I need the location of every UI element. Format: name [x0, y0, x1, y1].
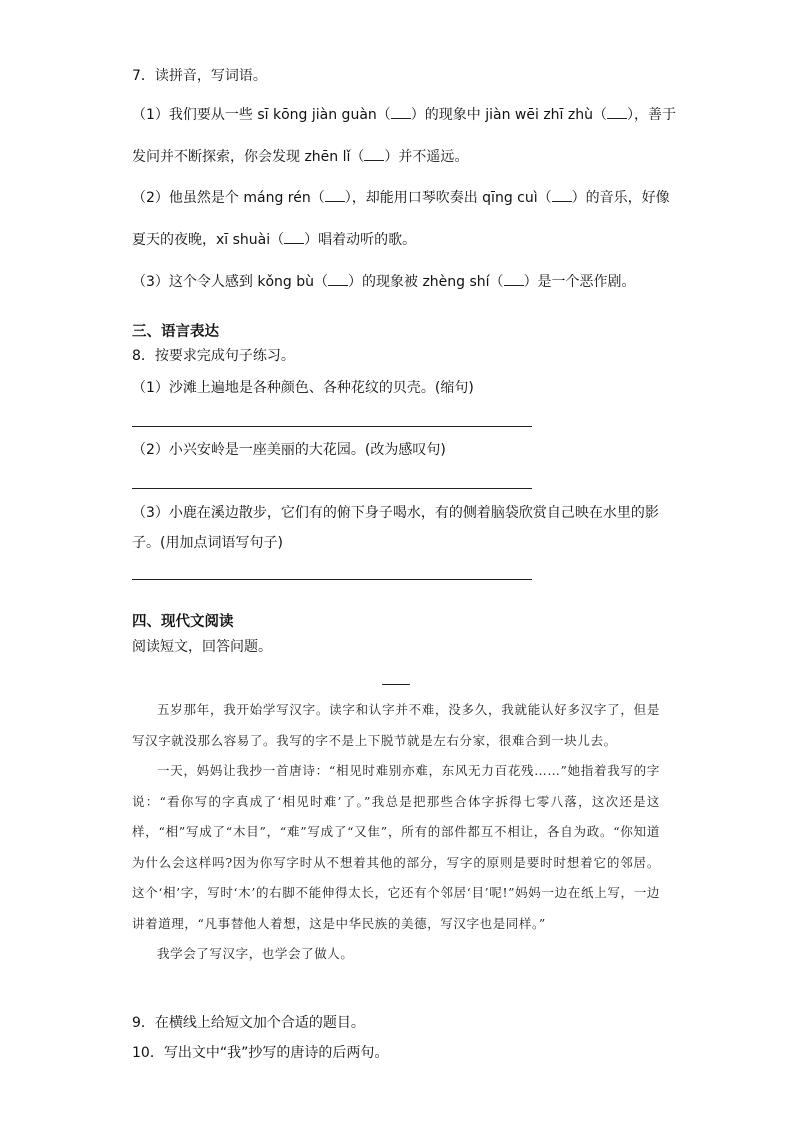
question-8-sentence-3a: （3）小鹿在溪边散步，它们有的俯下身子喝水，有的侧着脑袋欣赏自己映在水里的影: [132, 505, 659, 521]
answer-line-2[interactable]: [132, 488, 532, 489]
q7-line4-text-b: ）唱着动听的歌。: [304, 232, 417, 248]
q7-line1-text-b: ）的现象中 jiàn wēi zhī zhù（: [410, 107, 607, 123]
question-7-title: 7．读拼音，写词语。: [132, 68, 267, 84]
q7-line3-text-c: ）的音乐，好像: [571, 190, 670, 206]
q7-line1-text-c: ），善于: [626, 107, 676, 123]
reading-instruction: 阅读短文，回答问题。: [132, 639, 272, 655]
question-8-sentence-3b: 子。(用加点词语写句子): [132, 535, 283, 551]
passage-paragraph-3: 我学会了写汉字，也学会了做人。: [157, 946, 354, 961]
q7-line5-text-c: ）是一个恶作剧。: [523, 274, 636, 290]
passage-paragraph-2: 一天，妈妈让我抄一首唐诗：“相见时难别亦难，东风无力百花残……”她指着我写的字说：“看你写的字真成了‘相见时难’了。”我总是把那些合体字拆得七零八落，这次还是这样，“相”写成了“木目”，“难”写成了“又隹”，所有的部件都互不相让，各自为政。“你知道为什么会这样吗?因为你写字时从不想着其他的部分，写字的原则是要时时想着它的邻居。这个‘相’字，写时‘木’的右脚不能伸得太长，它还有个邻居‘目’呢!”妈妈一边在纸上写，一边讲着道理，“凡事替他人着想，这是中华民族的美德，写汉字也是同样。”: [132, 763, 660, 931]
q7-line2-text-b: ）并不遥远。: [384, 149, 469, 165]
answer-blank[interactable]: [552, 187, 572, 202]
question-7-line-5: [132, 271, 636, 292]
q7-line4-text-a: 夏天的夜晚，xī shuài（: [132, 232, 285, 248]
answer-blank[interactable]: [328, 271, 348, 286]
q7-line1-text-a: （1）我们要从一些 sī kōng jiàn guàn（: [132, 107, 391, 123]
q7-line5-text-b: ）的现象被 zhèng shí（: [348, 274, 504, 290]
question-8-title: 8．按要求完成句子练习。: [132, 348, 295, 364]
answer-blank[interactable]: [325, 187, 345, 202]
answer-blank[interactable]: [391, 104, 411, 119]
answer-blank[interactable]: [284, 229, 304, 244]
question-10: 10．写出文中“我”抄写的唐诗的后两句。: [132, 1045, 389, 1061]
question-7-line-1: [132, 104, 676, 125]
question-7-line-3: [132, 187, 670, 208]
section-3-heading: 三、语言表达: [132, 324, 219, 340]
q7-line2-text-a: 发问并不断探索，你会发现 zhēn lǐ（: [132, 149, 365, 165]
section-4-heading: 四、现代文阅读: [132, 614, 234, 630]
q7-line5-text-a: （3）这个令人感到 kǒng bù（: [132, 274, 328, 290]
answer-blank[interactable]: [504, 271, 524, 286]
question-7-line-2: [132, 146, 468, 167]
passage-paragraph-1: 五岁那年，我开始学写汉字。读字和认字并不难，没多久，我就能认好多汉字了，但是写汉字就没那么容易了。我写的字不是上下脱节就是左右分家，很难合到一块儿去。: [132, 702, 660, 748]
reading-passage: [132, 695, 660, 970]
answer-line-1[interactable]: [132, 426, 532, 427]
answer-blank[interactable]: [364, 146, 384, 161]
question-8-sentence-1: （1）沙滩上遍地是各种颜色、各种花纹的贝壳。(缩句): [132, 380, 474, 396]
answer-blank[interactable]: [607, 104, 627, 119]
answer-line-3[interactable]: [132, 579, 532, 580]
question-9: 9．在横线上给短文加个合适的题目。: [132, 1015, 365, 1031]
passage-title-blank[interactable]: [382, 684, 410, 685]
q7-line3-text-b: ），却能用口琴吹奏出 qīng cuì（: [344, 190, 552, 206]
question-8-sentence-2: （2）小兴安岭是一座美丽的大花园。(改为感叹句): [132, 442, 446, 458]
q7-line3-text-a: （2）他虽然是个 máng rén（: [132, 190, 325, 206]
question-7-line-4: [132, 229, 416, 250]
